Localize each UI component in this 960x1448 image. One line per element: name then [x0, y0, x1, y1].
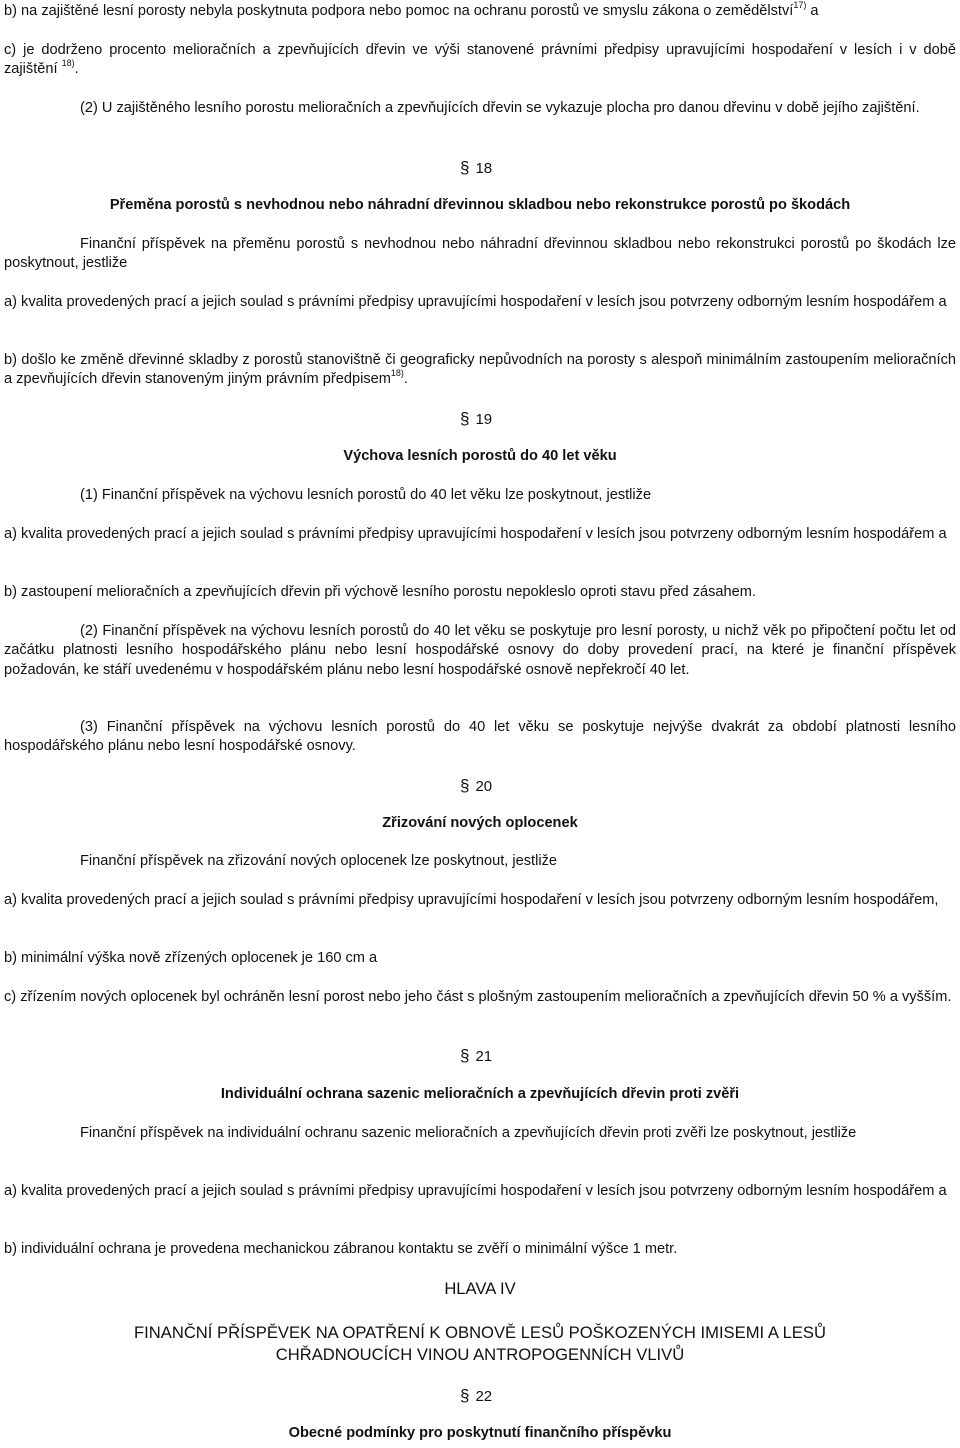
section-title-22: Obecné podmínky pro poskytnutí finančního příspěvku [288, 1425, 672, 1441]
chapter-title: FINANČNÍ PŘÍSPĚVEK NA OPATŘENÍ K OBNOVĚ LESŮ POŠKOZENÝCH IMISEMI A LESŮ CHŘADNOUCÍCH VINOU ANTROPOGENNÍCH VLIVŮ [134, 1323, 826, 1364]
s20-item-c: c) zřízením nových oplocenek byl ochráněn lesní porost nebo jeho část s plošným zastoupením melioračních a zpevňujících dřevin 50 % a vyšším. [4, 989, 952, 1005]
item-c-paragraph: c) je dodrženo procento melioračních a zpevňujících dřevin ve výši stanovené právními předpisy upravujícími hospodaření v lesích i v době zajištění $^{18)}$. [4, 42, 956, 78]
s21-item-a: a) kvalita provedených prací a jejich soulad s právními předpisy upravujícími hospodaření v lesích jsou potvrzeny odborným lesním hospodářem a [4, 1183, 947, 1199]
footnote-ref: 18) [390, 368, 404, 379]
section-heading-22: § 22 [460, 1386, 493, 1405]
section-heading-21: § 21 [460, 1046, 493, 1065]
section-title-21: Individuální ochrana sazenic melioračních a zpevňujících dřevin proti zvěři [220, 1086, 740, 1102]
section-heading-19: § 19 [460, 409, 493, 428]
s21-intro: Finanční příspěvek na individuální ochranu sazenic melioračních a zpevňujících dřevin proti zvěři lze poskytnout, jestliže [80, 1125, 857, 1141]
s18-item-a: a) kvalita provedených prací a jejich soulad s právními předpisy upravujícími hospodaření v lesích jsou potvrzeny odborným lesním hospodářem a [4, 294, 947, 310]
s20-item-a: a) kvalita provedených prací a jejich soulad s právními předpisy upravujícími hospodaření v lesích jsou potvrzeny odborným lesním hospodářem, [4, 892, 939, 908]
chapter-label: HLAVA IV [444, 1279, 516, 1298]
section-title-18: Přeměna porostů s nevhodnou nebo náhradní dřevinnou skladbou nebo rekonstrukce porostů po škodách [109, 197, 851, 213]
s19-item-a: a) kvalita provedených prací a jejich soulad s právními předpisy upravujícími hospodaření v lesích jsou potvrzeny odborným lesním hospodářem a [4, 526, 947, 542]
s19-para-2: (2) Finanční příspěvek na výchovu lesních porostů do 40 let věku se poskytuje pro lesní porosty, u nichž věk po připočtení počtu let od začátku platnosti lesního hospodářského plánu nebo lesní hospodářské osnovy do doby provedení prací, na které je finanční příspěvek požadován, ke stáří uvedenému v hospodářském plánu nebo lesní hospodářské osnově nepřekročí 40 let. [4, 623, 956, 678]
s20-intro: Finanční příspěvek na zřizování nových oplocenek lze poskytnout, jestliže [80, 853, 557, 869]
item-b-paragraph: b) na zajištěné lesní porosty nebyla poskytnuta podpora nebo pomoc na ochranu porostů ve smyslu zákona o zemědělství$^{17)}$ a [4, 0, 819, 19]
paragraph-2: (2) U zajištěného lesního porostu melioračních a zpevňujících dřevin se vykazuje plocha pro danou dřevinu v době jejího zajištění. [80, 100, 920, 116]
s19-para-1: (1) Finanční příspěvek na výchovu lesních porostů do 40 let věku lze poskytnout, jestliže [80, 487, 652, 503]
section-heading-20: § 20 [460, 776, 493, 795]
footnote-ref: 18) [61, 58, 75, 69]
footnote-ref: 17) [793, 0, 807, 10]
section-title-19: Výchova lesních porostů do 40 let věku [343, 448, 617, 464]
section-heading-18: § 18 [460, 158, 493, 177]
s20-item-b: b) minimální výška nově zřízených oplocenek je 160 cm a [4, 950, 378, 966]
s21-item-b: b) individuální ochrana je provedena mechanickou zábranou kontaktu se zvěří o minimální výšce 1 metr. [4, 1241, 678, 1257]
section-title-20: Zřizování nových oplocenek [382, 815, 578, 831]
s19-para-3: (3) Finanční příspěvek na výchovu lesních porostů do 40 let věku se poskytuje nejvýše dvakrát za období platnosti lesního hospodářského plánu nebo lesní hospodářské osnovy. [4, 719, 956, 755]
s18-item-b: b) došlo ke změně dřevinné skladby z porostů stanovištně či geograficky nepůvodních na porosty s alespoň minimálním zastoupením melioračních a zpevňujících dřevin stanoveným jiným právním předpisem$^{18)}$. [4, 352, 956, 388]
s18-intro: Finanční příspěvek na přeměnu porostů s nevhodnou nebo náhradní dřevinnou skladbou nebo rekonstrukci porostů po škodách lze poskytnout, jestliže [4, 236, 956, 272]
s19-item-b: b) zastoupení melioračních a zpevňujících dřevin při výchově lesního porostu nepokleslo oproti stavu před zásahem. [4, 584, 756, 600]
